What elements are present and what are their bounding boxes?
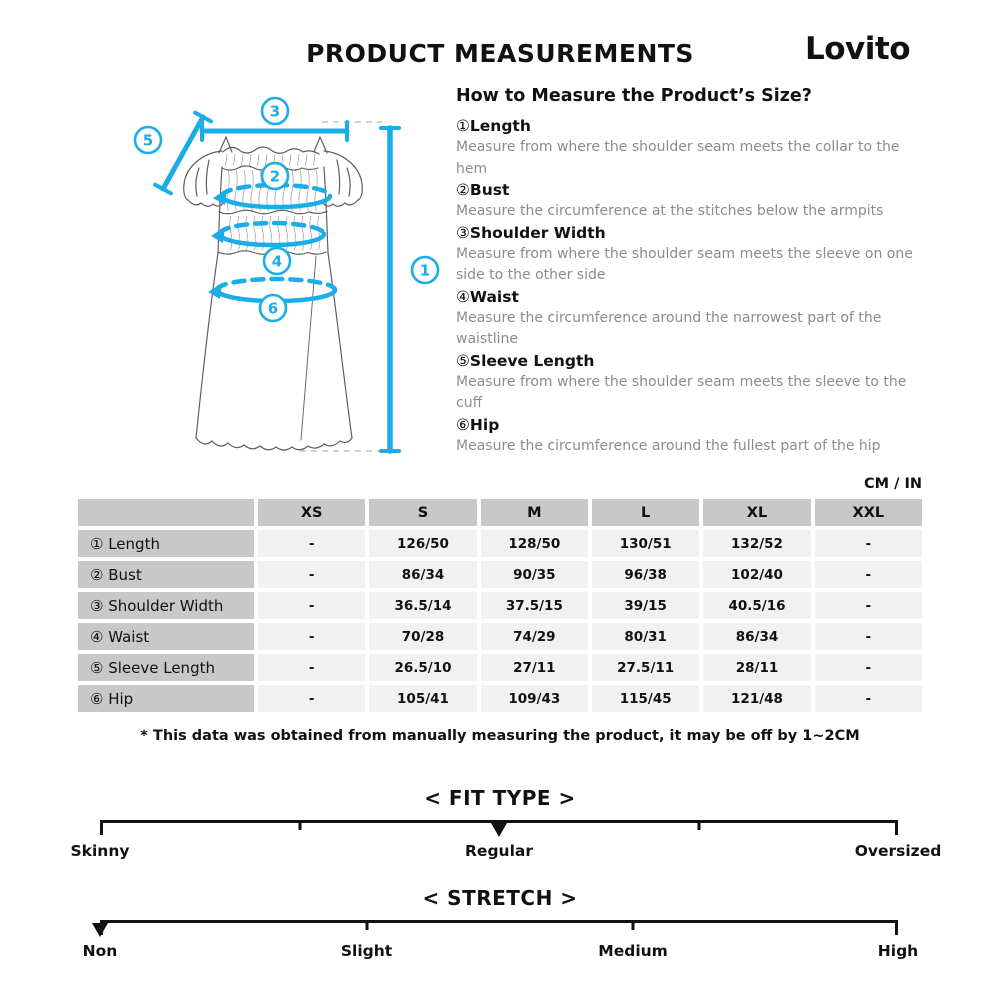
guide-dashes [300,122,383,451]
table-value: 26.5/10 [369,654,476,681]
svg-text:1: 1 [419,261,431,280]
callout-4 [264,248,290,274]
row-label: ① Length [78,530,254,557]
item-name: Sleeve Length [469,351,595,370]
item-name: Waist [469,287,519,306]
table-value: 40.5/16 [703,592,810,619]
item-desc: Measure the circumference at the stitches below the armpits [456,203,884,219]
item-desc: Measure from where the shoulder seam meets the collar to the hem [456,139,900,177]
measure-item-hip [456,415,930,458]
table-value: 130/51 [592,530,699,557]
svg-text:6: 6 [267,299,279,318]
fit-type-title: < FIT TYPE > [424,786,576,810]
svg-text:5: 5 [142,131,154,150]
table-value: 27/11 [481,654,588,681]
how-to-title: How to Measure the Product’s Size? [456,86,812,106]
callout-5 [135,127,161,153]
svg-text:4: 4 [271,252,283,271]
callout-3 [262,98,288,124]
fit-type-label-regular: Regular [465,842,533,860]
table-value: - [815,561,922,588]
svg-text:3: 3 [269,102,281,121]
stretch-label-medium: Medium [598,942,668,960]
table-value: 86/34 [369,561,476,588]
column-header: XS [258,499,365,526]
item-desc: Measure from where the shoulder seam meets the sleeve on one side to the other side [456,245,913,283]
stretch-track [100,920,898,923]
table-value: 96/38 [592,561,699,588]
table-value: 86/34 [703,623,810,650]
scale-tick [895,820,898,835]
callout-1 [412,257,438,283]
fit-type-scale [70,820,942,866]
table-corner-cell [78,499,254,526]
row-label: ③ Shoulder Width [78,592,254,619]
table-value: - [258,592,365,619]
table-value: 74/29 [481,623,588,650]
stretch-marker [92,923,108,937]
item-number: ⑥ [456,415,470,434]
size-table [78,499,922,712]
row-label: ④ Waist [78,623,254,650]
measurement-disclaimer: * This data was obtained from manually measuring the product, it may be off by 1~2CM [140,728,860,744]
column-header: L [592,499,699,526]
stretch-label-non: Non [82,942,118,960]
table-value: - [815,592,922,619]
scale-tick [100,820,103,835]
table-value: 39/15 [592,592,699,619]
table-value: 105/41 [369,685,476,712]
measure-item-waist [456,287,930,351]
item-number: ① [456,117,470,135]
measure-item-bust [456,180,930,223]
stretch-label-slight: Slight [340,942,393,960]
brand-logo: Lovito [804,31,910,67]
table-value: - [815,530,922,557]
table-value: 27.5/11 [592,654,699,681]
how-to-measure-section [456,86,930,457]
callout-2 [262,163,288,189]
table-value: - [258,530,365,557]
fit-type-label-skinny: Skinny [70,842,130,860]
row-label: ⑤ Sleeve Length [78,654,254,681]
table-value: 102/40 [703,561,810,588]
item-name: Hip [469,415,500,434]
fit-type-marker [491,823,507,837]
table-value: 109/43 [481,685,588,712]
callout-6 [260,295,286,321]
item-name: Shoulder Width [469,223,606,242]
page-title: PRODUCT MEASUREMENTS [306,39,694,68]
column-header: XXL [815,499,922,526]
scale-tick [895,920,898,935]
dress-measurement-diagram [110,85,455,475]
column-header: S [369,499,476,526]
scale-tick [298,820,301,830]
table-value: 37.5/15 [481,592,588,619]
column-header: XL [703,499,810,526]
stretch-scale [82,920,919,966]
measure-item-shoulder-width [456,223,930,287]
row-label: ② Bust [78,561,254,588]
item-desc: Measure the circumference around the fullest part of the hip [456,437,881,454]
table-value: - [258,623,365,650]
stretch-label-high: High [877,942,919,960]
item-number: ⑤ [456,351,470,370]
scale-tick [365,920,368,930]
table-value: 132/52 [703,530,810,557]
table-value: 28/11 [703,654,810,681]
svg-text:2: 2 [269,167,281,186]
table-value: - [258,654,365,681]
table-value: - [258,685,365,712]
fit-type-label-oversized: Oversized [854,842,942,860]
item-name: Length [469,117,531,135]
table-value: 90/35 [481,561,588,588]
table-value: 36.5/14 [369,592,476,619]
table-value: - [815,623,922,650]
scale-tick [632,920,635,930]
table-value: - [815,654,922,681]
item-name: Bust [469,181,510,199]
measure-item-length [456,116,930,180]
item-desc: Measure the circumference around the narrowest part of the waistline [456,309,882,347]
table-value: 80/31 [592,623,699,650]
table-value: 126/50 [369,530,476,557]
item-number: ③ [456,223,470,242]
table-value: - [815,685,922,712]
scale-tick [697,820,700,830]
item-desc: Measure from where the shoulder seam meets the sleeve to the cuff [456,373,907,411]
table-value: 121/48 [703,685,810,712]
table-value: 70/28 [369,623,476,650]
item-number: ② [456,181,470,199]
units-label: CM / IN [864,476,922,492]
stretch-title: < STRETCH > [422,886,578,910]
measure-item-sleeve-length [456,351,930,415]
table-value: 128/50 [481,530,588,557]
item-number: ④ [456,287,470,306]
table-value: - [258,561,365,588]
bust-ellipse [222,196,330,207]
table-value: 115/45 [592,685,699,712]
column-header: M [481,499,588,526]
row-label: ⑥ Hip [78,685,254,712]
